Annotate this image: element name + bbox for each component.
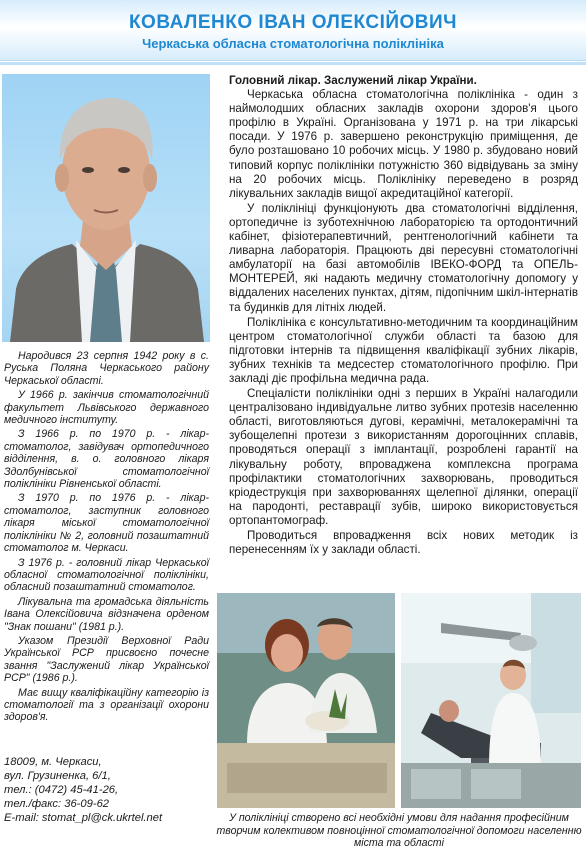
portrait-photo xyxy=(2,74,210,342)
bio-paragraph: У 1966 р. закінчив стоматологічний факультет Львівського державного медичного інституту. xyxy=(4,389,209,427)
organization-name: Черкаська обласна стоматологічна поліклініка xyxy=(142,36,444,51)
bio-paragraph: З 1976 р. - головний лікар Черкаської обласної стоматологічної поліклініки, обласний позаштатний стоматолог. xyxy=(4,556,209,594)
biography xyxy=(4,350,209,726)
photo-caption: У поліклініці створено всі необхідні умови для надання професійним творчим колективом повноцінної стоматологічної допомоги населенню міста та області xyxy=(216,812,582,850)
lab-photo xyxy=(217,593,395,808)
bio-paragraph: Народився 23 серпня 1942 року в с. Руська Поляна Черкаського району Черкаської області. xyxy=(4,350,209,387)
phone-line: тел.: (0472) 45-41-26, xyxy=(4,784,119,796)
article-paragraph: Поліклініка є консультативно-методичним та координаційним центром стоматологічної служби області та базою для підготовки інтернів та підвищення кваліфікації зубних лікарів, зубних техніків та медсестер стоматологічного профілю. При закладі діє профільна медична рада. xyxy=(229,315,578,385)
email-line: E-mail: stomat_pl@ck.ukrtel.net xyxy=(4,812,163,824)
article-paragraph: Проводиться впровадження всіх нових методик із перенесенням їх у заклади області. xyxy=(229,529,578,557)
fax-line: тел./факс: 36-09-62 xyxy=(4,798,110,810)
article-paragraph: Черкаська обласна стоматологічна поліклініка - один з наймолодших обласних закладів охорони здоров'я цього профілю в Україні. Організована у 1971 р. на три лікарські посади. У 1976 р. завершено реконструкцію приміщення, де було розташовано 10 робочих місць. У 1980 р. збудовано новий типовий корпус поліклініки потужністю 360 відвідувань за зміну на 20 робочих місць. Поліклініку переведено в розряд лікувальних закладів вищої акредитаційної категорії. xyxy=(229,88,578,200)
address-line: вул. Грузиненка, 6/1, xyxy=(4,770,111,782)
address-line: 18009, м. Черкаси, xyxy=(4,756,102,768)
position-title: Головний лікар. Заслужений лікар України. xyxy=(229,74,477,87)
contact-address xyxy=(4,755,209,825)
bio-paragraph: З 1970 р. по 1976 р. - лікар-стоматолог, заступник головного лікаря міської стоматологічної поліклініки № 2, головний позаштатний стоматолог м. Черкаси. xyxy=(4,492,209,555)
person-name: КОВАЛЕНКО ІВАН ОЛЕКСІЙОВИЧ xyxy=(128,12,458,33)
bio-paragraph: Указом Президії Верховної Ради Української РСР присвоєно почесне звання "Заслужений лікар Української РСР" (1986 р.). xyxy=(4,634,209,685)
page-header xyxy=(0,0,586,61)
dental-office-photo xyxy=(401,593,581,808)
article-paragraph: У поліклініці функціонують два стоматологічні відділення, ортопедичне із зуботехнічною лабораторією та ортодонтичний кабінет, фізіотерапевтичний, рентгенологічний кабінети та ливарна лабораторія. Працюють дві пересувні стоматологічні амбулаторії на базі автомобілів ІВЕКО-ФОРД та ОПЕЛЬ-МОНТЕРЕЙ, які надають медичну стоматологічну допомогу у віддалених населених пунктах, дітям, підопічним шкіл-інтернатів та будинків для літніх людей. xyxy=(229,201,578,314)
main-article xyxy=(229,74,578,558)
bio-paragraph: Має вищу кваліфікаційну категорію із стоматології та з організації охорони здоров'я. xyxy=(4,686,209,724)
bio-paragraph: Лікувальна та громадська діяльність Івана Олексійовича відзначена орденом "Знак пошани" (1981 р.). xyxy=(4,595,209,633)
bio-paragraph: З 1966 р. по 1970 р. - лікар-стоматолог, завідувач ортопедичного відділення, в. о. головного лікаря Здолбунівської стоматологічної поліклініки Рівненської області. xyxy=(4,428,209,491)
header-divider xyxy=(0,62,586,65)
article-paragraph: Спеціалісти поліклініки одні з перших в Україні налагодили централізовано індивідуальне литво зубних протезів населенню області, виготовляються дугові, керамічні, металокерамічні та зубощелепні протези з використанням дорогоцінних сплавів, проводяться операції з імплантації, розроблені гарантії на лікувальну роботу, впроваджена комплексна програма профілактики стоматологічних захворювань, проводиться кріодеструкція при захворюваннях щелепної ділянки, операції на пародонті, реставрації зубів, широко використовується ортопантомограф. xyxy=(229,387,578,527)
